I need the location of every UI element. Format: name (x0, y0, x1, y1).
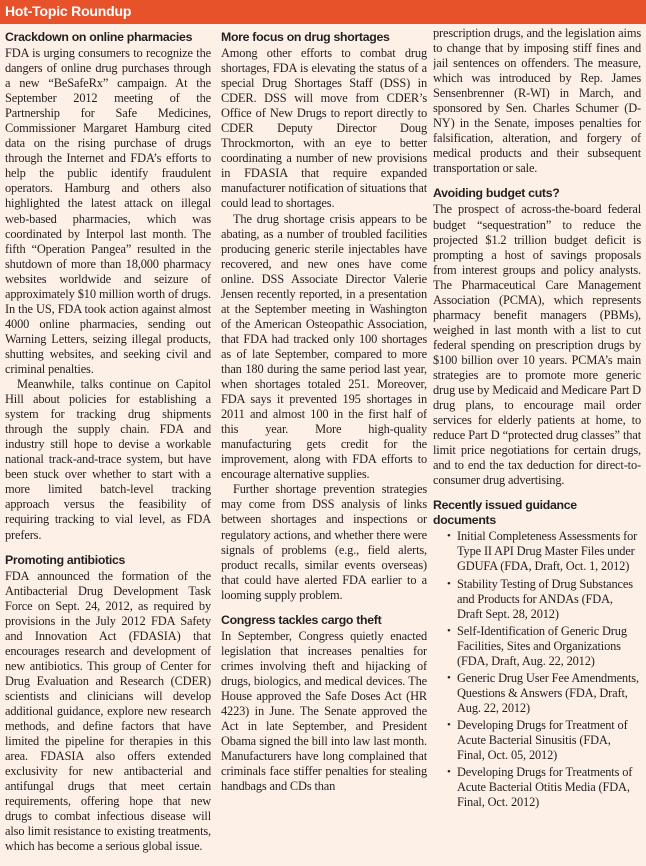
section-heading-cargo-theft: Congress tackles cargo theft (221, 612, 382, 627)
list-item (447, 529, 641, 574)
list-item (447, 718, 641, 763)
bullet-icon: • (447, 530, 451, 543)
bullet-icon: • (447, 718, 451, 731)
section-heading-antibiotics: Promoting antibiotics (5, 552, 126, 567)
header-bar (0, 0, 646, 24)
bullet-icon: • (447, 766, 451, 779)
section-heading-drug-shortages: More focus on drug shortages (221, 30, 390, 44)
section-heading-guidance-documents: Recently issued guidance documents (433, 498, 577, 528)
list-item (447, 577, 641, 622)
bullet-icon: • (447, 624, 451, 637)
list-item-text: Generic Drug User Fee Amendments, Questions & Answers (FDA, Draft, Aug. 22, 2012) (457, 670, 639, 715)
section-heading-budget-cuts: Avoiding budget cuts? (433, 186, 560, 201)
guidance-list (433, 529, 641, 810)
paragraph: In September, Congress quietly enacted legislation that increases penalties for crimes involving theft and hijacking of drugs, biologics, and medical devices. The House approved the Safe Doses Act (HR 4223) in June. The Senate approved the Act in late September, and President Obama signed the bill into law last month. Manufacturers have long complained that criminals face stiffer penalties for stealing handbags and CDs than (221, 628, 427, 794)
list-item (447, 624, 641, 669)
list-item (447, 671, 641, 716)
list-item-text: Initial Completeness Assessments for Type II API Drug Master Files under GDUFA (FDA, Draft, Oct. 1, 2012) (457, 529, 638, 574)
paragraph: Meanwhile, talks continue on Capitol Hill about policies for establishing a system for tracking drug shipments through the supply chain. FDA and industry still hope to devise a workable national track-and-trace system, but have been stuck over whether to start with a more limited batch-level tracking approach versus the feasibility of requiring tracking to vial level, as FDA prefers. (5, 377, 211, 542)
bullet-icon: • (447, 577, 451, 590)
paragraph: Further shortage prevention strategies may come from DSS analysis of links between shortages and inspections or regulatory actions, and whether there were signals of problems (e.g., field alerts, product recalls, similar events overseas) that could have alerted FDA earlier to a looming supply problem. (221, 482, 427, 602)
paragraph: The drug shortage crisis appears to be abating, as a number of troubled facilities producing generic sterile injectables have recovered, and new ones have come online. DSS Associate Director Valerie Jensen recently reported, in a presentation at the September meeting in Washington of the American Osteopathic Association, that FDA had tracked only 100 shortages as of late September, compared to more than 180 during the same period last year, when shortages totaled 251. Moreover, FDA says it prevented 195 shortages in 2011 and almost 100 in the first half of this year. More high-quality manufacturing gets credit for the improvement, along with FDA efforts to encourage alternative supplies. (221, 211, 427, 482)
section-heading-online-pharmacies: Crackdown on online pharmacies (5, 30, 193, 44)
paragraph: The prospect of across-the-board federal budget “sequestration” to reduce the projected $1.2 trillion budget deficit is prompting a host of savings proposals from interest groups and policy analysts. The Pharmaceutical Care Management Association (PCMA), which represents pharmacy benefit managers (PBMs), weighed in last month with a list to cut federal spending on prescription drugs by $100 billion over 10 years. PCMA’s main strategies are to promote more generic drug use by Medicaid and Medicare Part D drug plans, to encourage mail order services for elderly patients at home, to reduce Part D “protected drug classes” that limit price negotiations for certain drugs, and to end the tax deduction for direct-to-consumer drug advertising. (433, 202, 641, 488)
list-item (447, 765, 641, 810)
column-3 (433, 26, 641, 866)
paragraph: FDA announced the formation of the Antibacterial Drug Development Task Force on Sept. 24, 2012, as required by provisions in the July 2012 FDA Safety and Innovation Act (FDASIA) that encourages research and development of new antibiotics. This group of Center for Drug Evaluation and Research (CDER) scientists and clinicians will develop additional guidance, explore new research methods, and define factors that have limited the pipeline for therapies in this area. FDASIA also offers extended exclusivity for new antibacterial and antifungal drugs that meet certain requirements, offering hope that new drugs to combat infectious disease will also limit resistance to existing treatments, which has become a serious global issue. (5, 568, 211, 854)
paragraph: prescription drugs, and the legislation aims to change that by imposing stiff fines and jail sentences on offenders. The measure, which was introduced by Rep. James Sensenbrenner (R-WI) in March, and sponsored by Sen. Charles Schumer (D-NY) in the Senate, imposes penalties for falsification, alteration, and forgery of medical products and their subsequent transportation or sale. (433, 26, 641, 176)
list-item-text: Developing Drugs for Treatments of Acute Bacterial Otitis Media (FDA, Final, Oct. 2012) (457, 765, 633, 810)
column-1 (5, 26, 211, 866)
list-item-text: Self-Identification of Generic Drug Facilities, Sites and Organizations (FDA, Draft, Aug. 22, 2012) (457, 623, 627, 668)
page-title: Hot-Topic Roundup (5, 3, 132, 19)
paragraph: Among other efforts to combat drug shortages, FDA is elevating the status of a special Drug Shortages Staff (DSS) in CDER. DSS will move from CDER’s Office of New Drugs to report directly to CDER Deputy Director Doug Throckmorton, with an eye to better coordinating a number of new provisions in FDASIA that require expanded manufacturer notification of situations that could lead to shortages. (221, 46, 427, 211)
list-item-text: Developing Drugs for Treatment of Acute Bacterial Sinusitis (FDA, Final, Oct. 05, 2012) (457, 717, 628, 763)
column-2 (221, 26, 427, 866)
list-item-text: Stability Testing of Drug Substances and Products for ANDAs (FDA, Draft Sept. 28, 2012) (457, 576, 633, 621)
paragraph: FDA is urging consumers to recognize the dangers of online drug purchases through a new “BeSafeRx” campaign. At the September 2012 meeting of the Partnership for Safe Medicines, Commissioner Margaret Hamburg cited data on the rising purchase of drugs through the Internet and FDA’s efforts to help the public identify fraudulent operators. Hamburg and others also highlighted the latest attack on illegal web-based pharmacies, which was coordinated by Interpol last month. The fifth “Operation Pangea” resulted in the shutdown of more than 18,000 pharmacy websites worldwide and seizure of approximately $10 million worth of drugs. In the US, FDA took action against almost 4000 online pharmacies, sending out Warning Letters, seizing illegal products, shutting websites, and seeking civil and criminal penalties. (5, 46, 211, 376)
bullet-icon: • (447, 671, 451, 684)
